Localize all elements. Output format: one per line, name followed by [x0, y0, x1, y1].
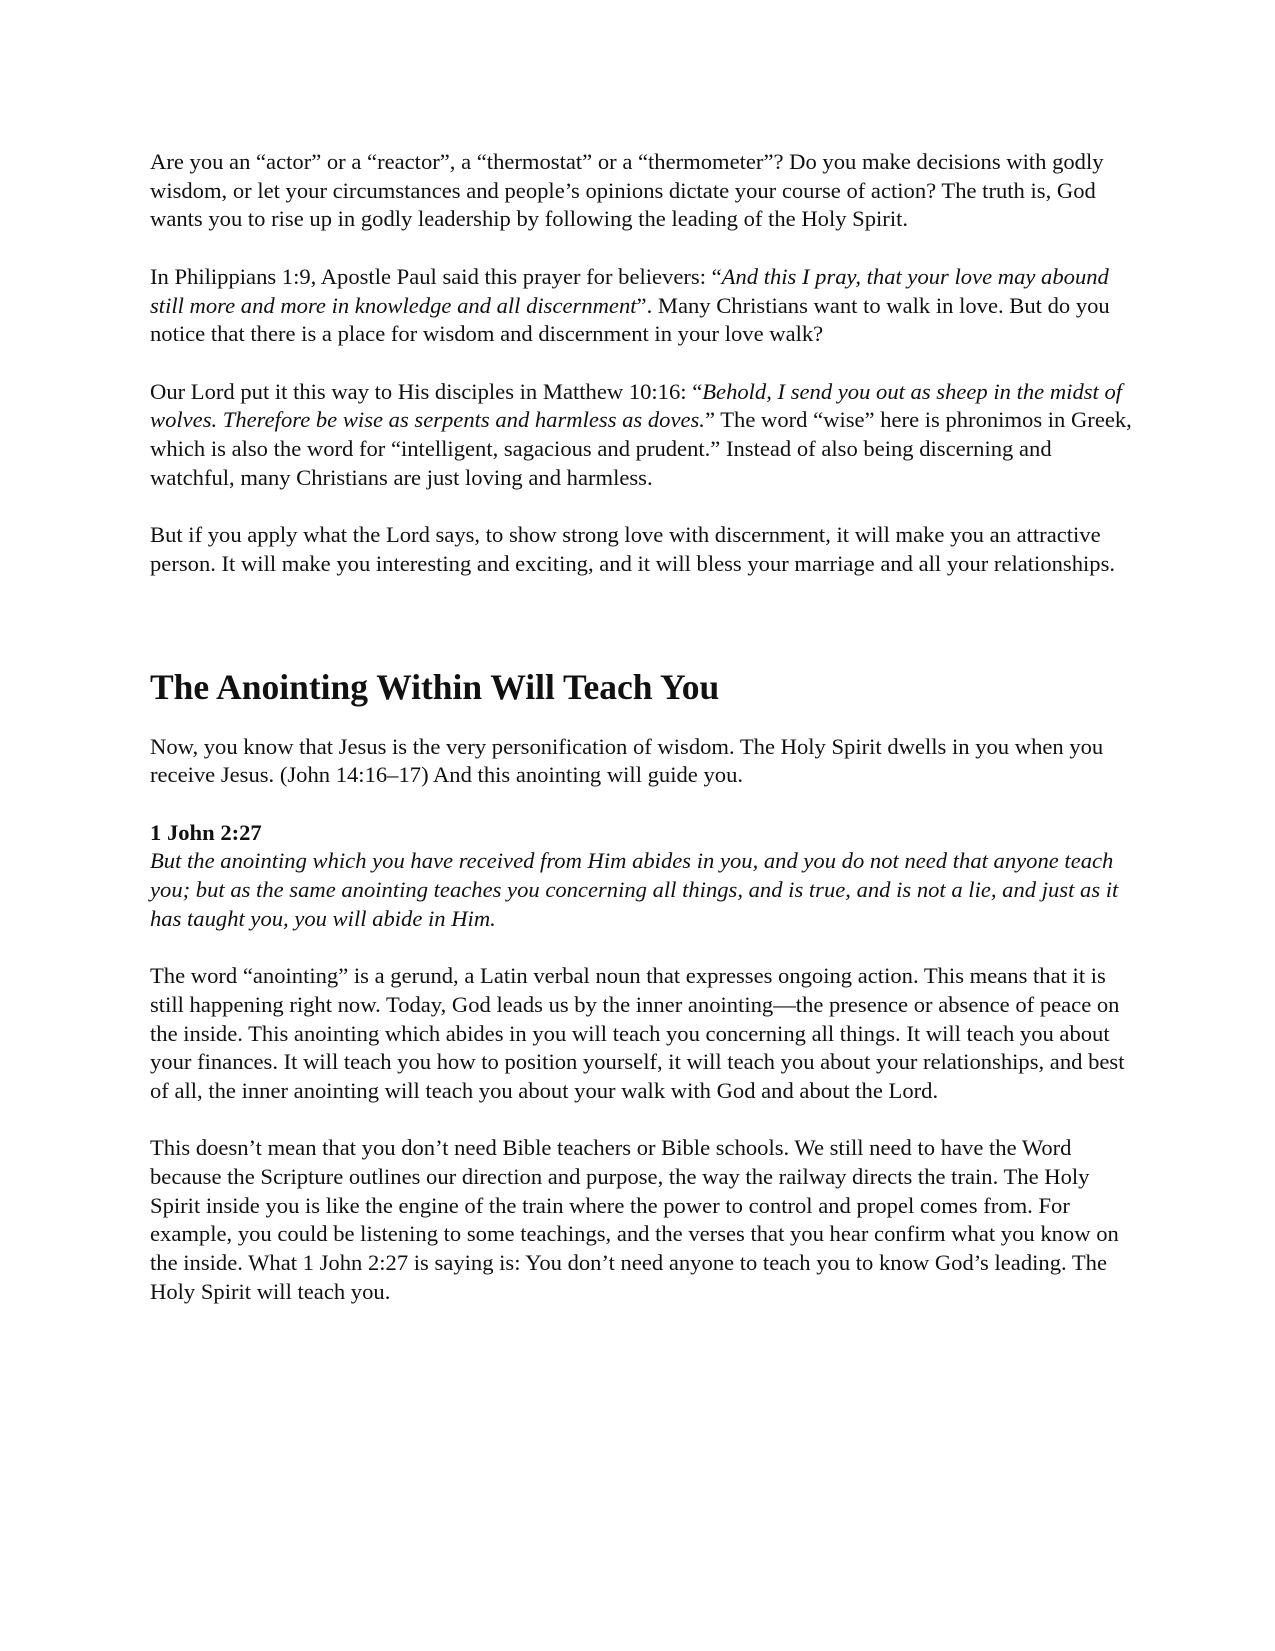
- verse-text: [150, 847, 1140, 933]
- verse-reference: 1 John 2:27: [150, 819, 262, 845]
- intro-paragraph-1: [150, 148, 1140, 234]
- document-page: [150, 148, 1140, 1307]
- section: [150, 665, 1140, 1307]
- intro-paragraph-4: [150, 521, 1140, 578]
- section-heading: The Anointing Within Will Teach You: [150, 666, 720, 707]
- scripture-quote: And this I pray, that your love may abound still more and more in knowledge and all discernment: [150, 263, 1109, 318]
- paragraph-text: Our Lord put it this way to His disciples in Matthew 10:16: “: [150, 378, 703, 404]
- intro-paragraph-2: [150, 263, 1140, 349]
- paragraph-text: But if you apply what the Lord says, to show strong love with discernment, it will make you an attractive person. It will make you interesting and exciting, and it will bless your marriage and all your relationships.: [150, 522, 1116, 576]
- verse-quote: But the anointing which you have received from Him abides in you, and you do not need that anyone teach you; but as the same anointing teaches you concerning all things, and is true, and is not a lie, and just as it has taught you, you will abide in Him.: [150, 848, 1119, 931]
- scripture-quote: Behold, I send you out as sheep in the midst of wolves. Therefore be wise as serpents and harmless as doves.: [150, 378, 1123, 433]
- intro-paragraph-3: [150, 378, 1140, 493]
- section-lead-paragraph: Now, you know that Jesus is the very personification of wisdom. The Holy Spirit dwells in you when you receive Jesus. (John 14:16–17) And this anointing will guide you.: [150, 733, 1104, 788]
- paragraph-text: ”. Many Christians want to walk in love. But do you notice that there is a place for wisdom and discernment in your love walk?: [150, 292, 1110, 347]
- paragraph-text: ” The word “wise” here is phronimos in Greek, which is also the word for “intelligent, sagacious and prudent.” Instead of also being discerning and watchful, many Christians are just loving and harmless.: [150, 407, 1132, 490]
- paragraph-text: In Philippians 1:9, Apostle Paul said this prayer for believers: “: [150, 263, 722, 289]
- body-paragraph-1: The word “anointing” is a gerund, a Latin verbal noun that expresses ongoing action. This means that it is still happening right now. Today, God leads us by the inner anointing—the presence or absence of peace on the inside. This anointing which abides in you will teach you concerning all things. It will teach you about your finances. It will teach you how to position yourself, it will teach you about your relationships, and best of all, the inner anointing will teach you about your walk with God and about the Lord.: [150, 963, 1125, 1103]
- body-paragraph-2: This doesn’t mean that you don’t need Bible teachers or Bible schools. We still need to have the Word because the Scripture outlines our direction and purpose, the way the railway directs the train. The Holy Spirit inside you is like the engine of the train where the power to control and propel comes from. For example, you could be listening to some teachings, and the verses that you hear confirm what you know on the inside. What 1 John 2:27 is saying is: You don’t need anyone to teach you to know God’s leading. The Holy Spirit will teach you.: [150, 1135, 1119, 1304]
- paragraph-text: Are you an “actor” or a “reactor”, a “thermostat” or a “thermometer”? Do you make decisions with godly wisdom, or let your circumstances and people’s opinions dictate your course of action? The truth is, God wants you to rise up in godly leadership by following the leading of the Holy Spirit.: [150, 149, 1104, 232]
